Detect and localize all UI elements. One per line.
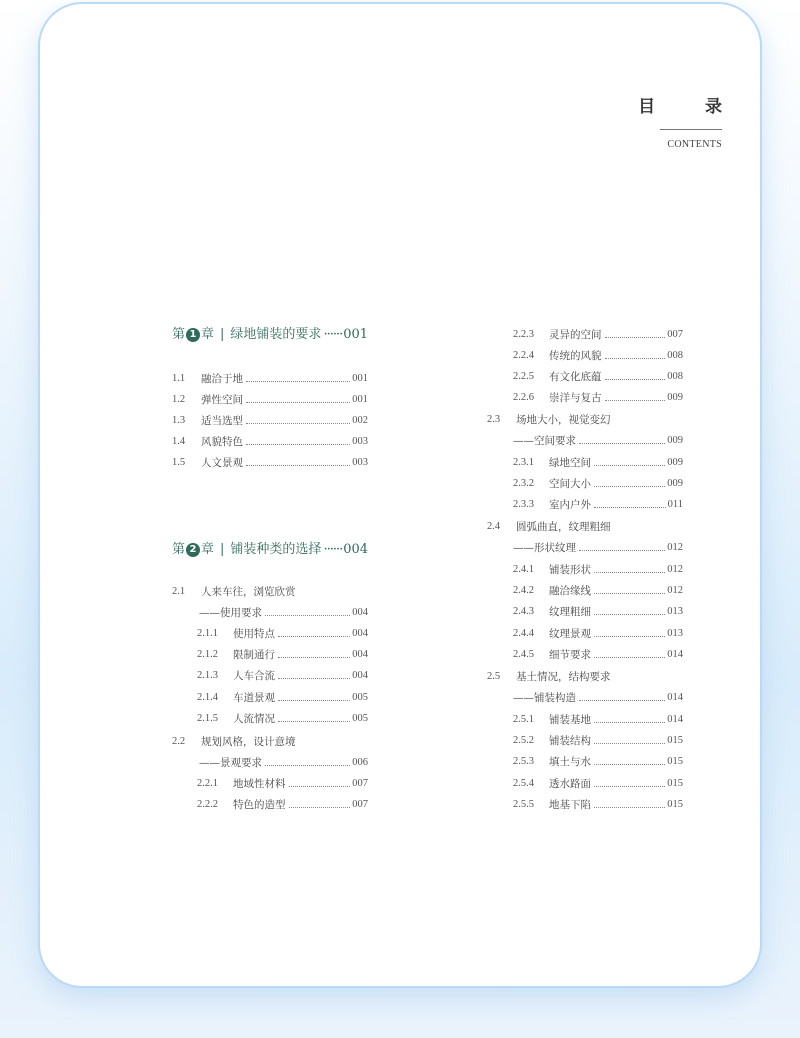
chapter-title: 绿地铺装的要求 — [230, 327, 322, 342]
toc-entry-number: 2.4.2 — [513, 585, 534, 596]
toc-entry-title: 人来车往，浏览欣赏 — [201, 586, 296, 598]
toc-entry-page: 015 — [667, 756, 683, 767]
toc-leader-dots — [246, 443, 350, 445]
toc-entry-page: 015 — [667, 799, 683, 810]
chapter-2-heading[interactable] — [172, 540, 368, 560]
toc-leader-dots — [579, 549, 665, 551]
toc-entry[interactable] — [513, 647, 683, 663]
toc-leader-dots — [289, 806, 351, 808]
title-divider — [660, 129, 722, 130]
toc-entry[interactable] — [172, 434, 368, 450]
chapter-prefix: 第 — [172, 327, 186, 342]
toc-entry[interactable] — [172, 584, 368, 600]
toc-entry-page: 008 — [667, 350, 683, 361]
toc-entry-number: 2.4.3 — [513, 606, 534, 617]
toc-entry-title: 细节要求 — [549, 649, 591, 661]
chapter-leader-dots: ······ — [323, 327, 343, 342]
toc-entry[interactable] — [513, 754, 683, 770]
toc-entry-page: 015 — [667, 778, 683, 789]
toc-entry-title: 灵异的空间 — [549, 329, 602, 341]
toc-entry[interactable] — [199, 755, 368, 771]
toc-entry-number: 1.2 — [172, 394, 186, 405]
toc-leader-dots — [278, 656, 350, 658]
toc-entry[interactable] — [197, 690, 368, 706]
chapter-page: 001 — [343, 327, 369, 342]
toc-leader-dots — [594, 485, 665, 487]
toc-leader-dots — [246, 422, 350, 424]
toc-entry-number: 2.4.4 — [513, 628, 534, 639]
toc-entry-page: 005 — [352, 713, 368, 724]
toc-entry-page: 004 — [352, 628, 368, 639]
toc-leader-dots — [594, 635, 665, 637]
toc-entry-title: 地域性材料 — [233, 778, 286, 790]
toc-entry-number: 2.5 — [487, 671, 501, 682]
toc-entry-page: 013 — [667, 628, 683, 639]
toc-entry[interactable] — [172, 734, 368, 750]
chapter-page: 004 — [343, 542, 369, 557]
toc-entry-number: 2.3.3 — [513, 499, 534, 510]
toc-entry[interactable] — [197, 626, 368, 642]
toc-entry[interactable] — [513, 327, 683, 343]
toc-entry-page: 012 — [667, 585, 683, 596]
toc-leader-dots — [278, 720, 350, 722]
toc-entry-title: 限制通行 — [233, 649, 275, 661]
toc-entry-page: 009 — [667, 392, 683, 403]
toc-entry-number: 2.3 — [487, 414, 501, 425]
toc-entry-page: 014 — [667, 692, 683, 703]
toc-leader-dots — [594, 506, 666, 508]
toc-entry-page: 006 — [352, 757, 368, 768]
toc-entry-page: 014 — [667, 649, 683, 660]
toc-entry-number: 2.1 — [172, 586, 186, 597]
toc-entry-title: 场地大小，视觉变幻 — [516, 414, 611, 426]
chapter-suffix: 章 — [201, 542, 215, 557]
toc-entry[interactable] — [487, 412, 683, 428]
toc-entry-title: 人流情况 — [233, 713, 275, 725]
toc-entry-number: 2.5.1 — [513, 714, 534, 725]
toc-entry[interactable] — [513, 733, 683, 749]
toc-entry-page: 007 — [352, 778, 368, 789]
toc-entry[interactable] — [513, 433, 683, 449]
toc-entry-title: 融洽于地 — [201, 373, 243, 385]
toc-entry-number: 2.5.3 — [513, 756, 534, 767]
toc-leader-dots — [594, 571, 665, 573]
toc-leader-dots — [289, 785, 351, 787]
toc-entry-title: ——空间要求 — [513, 435, 576, 447]
toc-entry-title: 透水路面 — [549, 778, 591, 790]
toc-leader-dots — [594, 656, 665, 658]
toc-entry-title: 崇洋与复古 — [549, 392, 602, 404]
toc-entry-page: 015 — [667, 735, 683, 746]
toc-entry-number: 2.2 — [172, 736, 186, 747]
toc-entry-number: 1.4 — [172, 436, 186, 447]
toc-entry-title: 铺装基地 — [549, 714, 591, 726]
toc-entry-title: 风貌特色 — [201, 436, 243, 448]
toc-leader-dots — [579, 442, 665, 444]
toc-entry-title: 纹理粗细 — [549, 606, 591, 618]
toc-entry-page: 009 — [667, 457, 683, 468]
chapter-separator: | — [220, 542, 225, 557]
toc-entry-number: 2.1.4 — [197, 692, 218, 703]
toc-leader-dots — [594, 464, 665, 466]
toc-entry-page: 003 — [352, 457, 368, 468]
toc-entry-title: 铺装结构 — [549, 735, 591, 747]
toc-entry-title: 填土与水 — [549, 756, 591, 768]
toc-entry-page: 011 — [667, 499, 683, 510]
toc-entry-title: 规划风格，设计意境 — [201, 736, 296, 748]
toc-leader-dots — [246, 380, 350, 382]
toc-entry-title: 圆弧曲直，纹理粗细 — [516, 521, 611, 533]
toc-leader-dots — [246, 401, 350, 403]
toc-entry[interactable] — [197, 711, 368, 727]
toc-entry[interactable] — [513, 626, 683, 642]
toc-entry[interactable] — [513, 540, 683, 556]
toc-leader-dots — [605, 336, 666, 338]
toc-leader-dots — [246, 464, 350, 466]
toc-entry-number: 2.3.1 — [513, 457, 534, 468]
chapter-title: 铺装种类的选择 — [230, 542, 322, 557]
chapter-leader-dots: ······ — [323, 542, 343, 557]
toc-entry[interactable] — [513, 455, 683, 471]
toc-entry-number: 2.1.1 — [197, 628, 218, 639]
toc-entry-page: 004 — [352, 670, 368, 681]
toc-entry-title: 室内户外 — [549, 499, 591, 511]
toc-entry-number: 2.1.2 — [197, 649, 218, 660]
toc-entry[interactable] — [487, 669, 683, 685]
toc-entry-title: 适当选型 — [201, 415, 243, 427]
toc-entry-title: 纹理景观 — [549, 628, 591, 640]
toc-leader-dots — [265, 614, 350, 616]
toc-entry-number: 2.5.4 — [513, 778, 534, 789]
toc-entry-title: 传统的风貌 — [549, 350, 602, 362]
toc-leader-dots — [594, 613, 665, 615]
toc-leader-dots — [265, 764, 350, 766]
toc-entry-page: 012 — [667, 564, 683, 575]
toc-entry-page: 009 — [667, 435, 683, 446]
toc-leader-dots — [594, 721, 665, 723]
toc-leader-dots — [278, 699, 350, 701]
toc-entry-title: ——形状纹理 — [513, 542, 576, 554]
toc-entry-page: 001 — [352, 394, 368, 405]
toc-leader-dots — [278, 635, 350, 637]
toc-entry-number: 2.1.5 — [197, 713, 218, 724]
toc-entry-page: 008 — [667, 371, 683, 382]
toc-entry[interactable] — [513, 583, 683, 599]
toc-leader-dots — [579, 699, 665, 701]
toc-entry-title: 有文化底蕴 — [549, 371, 602, 383]
chapter-separator: | — [220, 327, 225, 342]
toc-leader-dots — [594, 785, 665, 787]
toc-title: 目 录 — [638, 97, 744, 117]
toc-entry[interactable] — [513, 476, 683, 492]
toc-header — [638, 92, 744, 150]
toc-entry[interactable] — [513, 390, 683, 406]
toc-entry-title: ——景观要求 — [199, 757, 262, 769]
toc-entry-number: 2.1.3 — [197, 670, 218, 681]
toc-entry[interactable] — [197, 647, 368, 663]
toc-entry-number: 2.5.2 — [513, 735, 534, 746]
toc-entry-page: 004 — [352, 649, 368, 660]
toc-leader-dots — [594, 806, 665, 808]
toc-entry[interactable] — [513, 369, 683, 385]
toc-leader-dots — [594, 592, 665, 594]
toc-entry-number: 2.4 — [487, 521, 501, 532]
toc-entry-number: 1.3 — [172, 415, 186, 426]
toc-entry-title: ——铺装构造 — [513, 692, 576, 704]
chapter-1-heading[interactable] — [172, 325, 368, 345]
toc-entry-page: 014 — [667, 714, 683, 725]
toc-entry-title: 空间大小 — [549, 478, 591, 490]
toc-entry-number: 1.1 — [172, 373, 186, 384]
toc-entry-title: 使用特点 — [233, 628, 275, 640]
toc-entry-title: 弹性空间 — [201, 394, 243, 406]
toc-entry-page: 005 — [352, 692, 368, 703]
chapter-number-badge: 2 — [186, 543, 200, 557]
toc-entry[interactable] — [513, 562, 683, 578]
toc-leader-dots — [278, 677, 350, 679]
toc-entry-title: 车道景观 — [233, 692, 275, 704]
toc-entry[interactable] — [513, 348, 683, 364]
toc-entry-title: ——使用要求 — [199, 607, 262, 619]
toc-entry-page: 007 — [352, 799, 368, 810]
toc-entry-page: 009 — [667, 478, 683, 489]
toc-entry-number: 2.2.1 — [197, 778, 218, 789]
toc-entry-title: 铺装形状 — [549, 564, 591, 576]
toc-leader-dots — [594, 763, 665, 765]
toc-entry-page: 003 — [352, 436, 368, 447]
toc-entry-page: 002 — [352, 415, 368, 426]
toc-entry-number: 2.2.6 — [513, 392, 534, 403]
toc-entry-title: 融洽缘线 — [549, 585, 591, 597]
toc-entry-title: 基土情况，结构要求 — [516, 671, 611, 683]
toc-entry-number: 2.4.1 — [513, 564, 534, 575]
toc-entry-number: 2.2.5 — [513, 371, 534, 382]
toc-entry[interactable] — [172, 392, 368, 408]
toc-entry[interactable] — [172, 413, 368, 429]
toc-leader-dots — [605, 357, 666, 359]
toc-entry-number: 2.2.3 — [513, 329, 534, 340]
toc-entry-page: 001 — [352, 373, 368, 384]
toc-entry[interactable] — [513, 712, 683, 728]
toc-entry[interactable] — [487, 519, 683, 535]
toc-entry-number: 2.2.2 — [197, 799, 218, 810]
toc-entry[interactable] — [197, 776, 368, 792]
toc-entry-number: 2.3.2 — [513, 478, 534, 489]
toc-entry-title: 特色的造型 — [233, 799, 286, 811]
toc-entry-page: 013 — [667, 606, 683, 617]
chapter-suffix: 章 — [201, 327, 215, 342]
toc-entry-page: 012 — [667, 542, 683, 553]
toc-entry-number: 2.5.5 — [513, 799, 534, 810]
toc-leader-dots — [605, 378, 666, 380]
toc-entry-page: 007 — [667, 329, 683, 340]
toc-entry[interactable] — [513, 604, 683, 620]
toc-entry[interactable] — [513, 497, 683, 513]
toc-leader-dots — [594, 742, 665, 744]
toc-entry[interactable] — [199, 605, 368, 621]
toc-entry-number: 1.5 — [172, 457, 186, 468]
toc-entry-number: 2.2.4 — [513, 350, 534, 361]
toc-entry-title: 绿地空间 — [549, 457, 591, 469]
toc-entry-title: 人车合流 — [233, 670, 275, 682]
toc-entry-title: 地基下陷 — [549, 799, 591, 811]
toc-entry-title: 人文景观 — [201, 457, 243, 469]
toc-entry[interactable] — [172, 455, 368, 471]
toc-entry-page: 004 — [352, 607, 368, 618]
toc-entry[interactable] — [513, 690, 683, 706]
chapter-prefix: 第 — [172, 542, 186, 557]
toc-entry[interactable] — [197, 668, 368, 684]
toc-entry[interactable] — [172, 371, 368, 387]
toc-entry-number: 2.4.5 — [513, 649, 534, 660]
toc-leader-dots — [605, 399, 666, 401]
toc-entry[interactable] — [513, 797, 683, 813]
toc-entry[interactable] — [513, 776, 683, 792]
chapter-number-badge: 1 — [186, 328, 200, 342]
toc-subtitle: CONTENTS — [667, 139, 722, 150]
toc-entry[interactable] — [197, 797, 368, 813]
